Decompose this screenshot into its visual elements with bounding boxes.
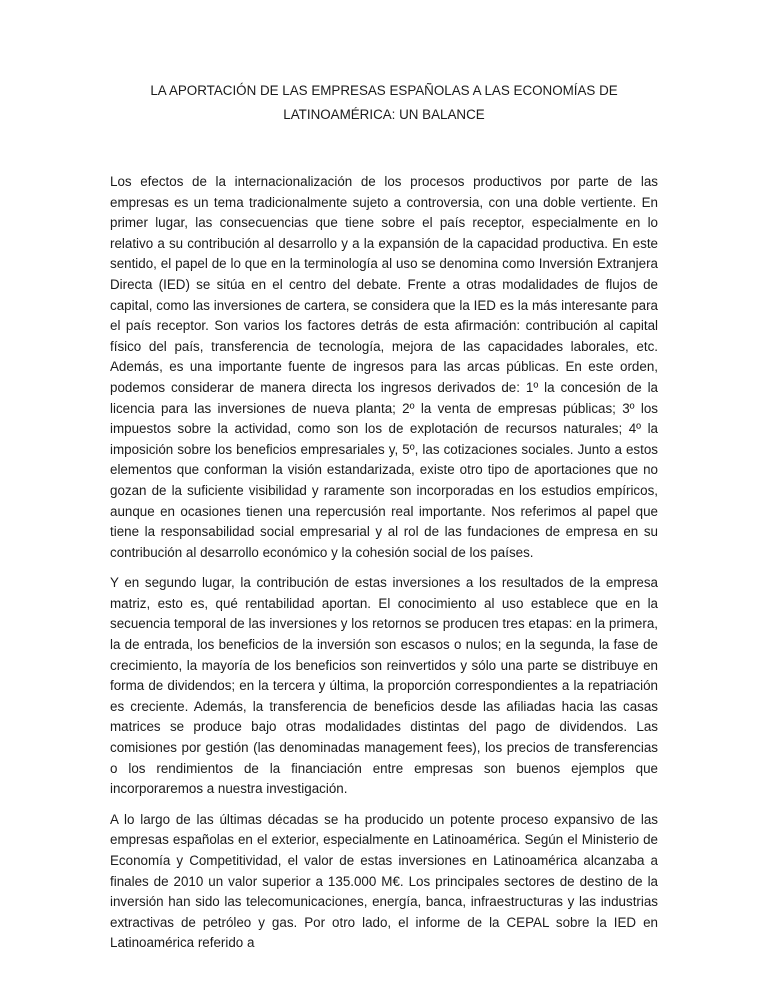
- document-page: [110, 79, 658, 964]
- paragraph-1: Los efectos de la internacionalización de los procesos productivos por parte de las empresas es un tema tradicionalmente sujeto a controversia, con una doble vertiente. En primer lugar, las consecuencias que tiene sobre el país receptor, especialmente en lo relativo a su contribución al desarrollo y a la expansión de la capacidad productiva. En este sentido, el papel de lo que en la terminología al uso se denomina como Inversión Extranjera Directa (IED) se sitúa en el centro del debate. Frente a otras modalidades de flujos de capital, como las inversiones de cartera, se considera que la IED es la más interesante para el país receptor. Son varios los factores detrás de esta afirmación: contribución al capital físico del país, transferencia de tecnología, mejora de las capacidades laborales, etc. Además, es una importante fuente de ingresos para las arcas públicas. En este orden, podemos considerar de manera directa los ingresos derivados de: 1º la concesión de la licencia para las inversiones de nueva planta; 2º la venta de empresas públicas; 3º los impuestos sobre la actividad, como son los de explotación de recursos naturales; 4º la imposición sobre los beneficios empresariales y, 5º, las cotizaciones sociales. Junto a estos elementos que conforman la visión estandarizada, existe otro tipo de aportaciones que no gozan de la suficiente visibilidad y raramente son incorporadas en los estudios empíricos, aunque en ocasiones tienen una repercusión real importante. Nos referimos al papel que tiene la responsabilidad social empresarial y al rol de las fundaciones de empresa en su contribución al desarrollo económico y la cohesión social de los países.: [110, 174, 658, 560]
- paragraph-2: Y en segundo lugar, la contribución de estas inversiones a los resultados de la empresa matriz, esto es, qué rentabilidad aportan. El conocimiento al uso establece que en la secuencia temporal de las inversiones y los retornos se producen tres etapas: en la primera, la de entrada, los beneficios de la inversión son escasos o nulos; en la segunda, la fase de crecimiento, la mayoría de los beneficios son reinvertidos y sólo una parte se distribuye en forma de dividendos; en la tercera y última, la proporción correspondientes a la repatriación es creciente. Además, la transferencia de beneficios desde las afiliadas hacia las casas matrices se produce bajo otras modalidades distintas del pago de dividendos. Las comisiones por gestión (las denominadas management fees), los precios de transferencias o los rendimientos de la financiación entre empresas son buenos ejemplos que incorporaremos a nuestra investigación.: [110, 575, 658, 797]
- title-line-1: LA APORTACIÓN DE LAS EMPRESAS ESPAÑOLAS A LAS ECONOMÍAS DE: [150, 83, 618, 98]
- paragraph-3: A lo largo de las últimas décadas se ha producido un potente proceso expansivo de las empresas españolas en el exterior, especialmente en Latinoamérica. Según el Ministerio de Economía y Competitividad, el valor de estas inversiones en Latinoamérica alcanzaba a finales de 2010 un valor superior a 135.000 M€. Los principales sectores de destino de la inversión han sido las telecomunicaciones, energía, banca, infraestructuras y las industrias extractivas de petróleo y gas. Por otro lado, el informe de la CEPAL sobre la IED en Latinoamérica referido a: [110, 811, 658, 951]
- document-title: [110, 79, 658, 127]
- title-line-2: LATINOAMÉRICA: UN BALANCE: [283, 107, 485, 122]
